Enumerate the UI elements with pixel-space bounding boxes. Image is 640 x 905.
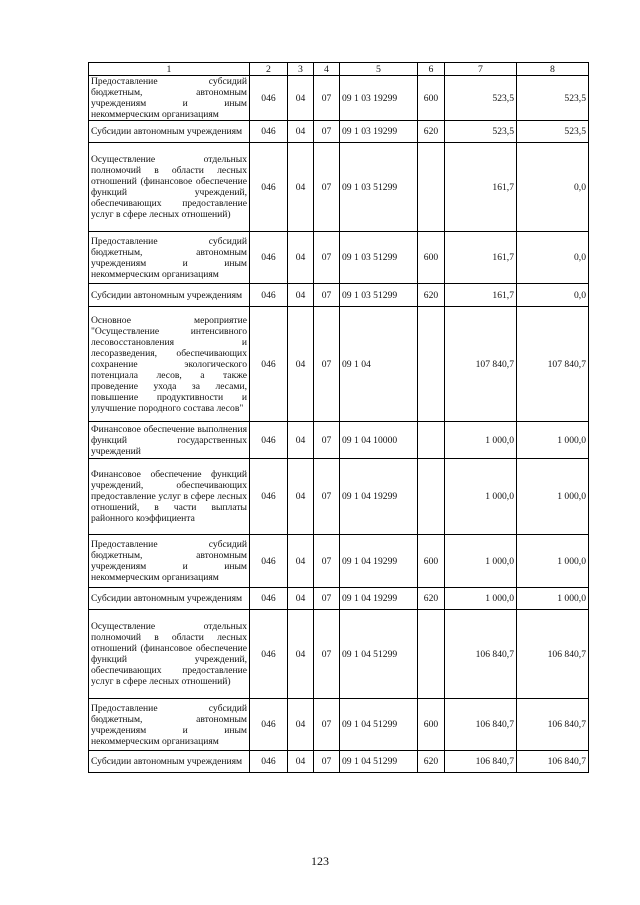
row-target-article: 09 1 03 51299 xyxy=(340,143,418,232)
header-cell-5: 5 xyxy=(340,63,418,76)
row-amount-2: 1 000,0 xyxy=(517,459,589,535)
row-ministry-code: 046 xyxy=(250,422,288,459)
row-amount-1: 523,5 xyxy=(445,121,517,143)
row-name-cell: Осуществление отдельных полномочий в области лесных отношений (финансовое обеспечение функций учреждений, обеспечивающих предоставление услуг в сфере лесных отношений) xyxy=(89,143,250,232)
table-row xyxy=(89,284,589,307)
row-subsection-code: 07 xyxy=(314,76,340,121)
row-expense-type xyxy=(418,307,445,422)
row-ministry-code: 046 xyxy=(250,459,288,535)
row-amount-2: 107 840,7 xyxy=(517,307,589,422)
row-amount-2: 106 840,7 xyxy=(517,751,589,773)
page-number: 123 xyxy=(311,854,329,868)
row-amount-1: 106 840,7 xyxy=(445,699,517,751)
table-row xyxy=(89,610,589,699)
row-ministry-code: 046 xyxy=(250,143,288,232)
table-row xyxy=(89,143,589,232)
row-amount-1: 161,7 xyxy=(445,143,517,232)
row-section-code: 04 xyxy=(288,232,314,284)
row-expense-type: 620 xyxy=(418,284,445,307)
row-section-code: 04 xyxy=(288,459,314,535)
row-section-code: 04 xyxy=(288,121,314,143)
header-cell-2: 2 xyxy=(250,63,288,76)
row-ministry-code: 046 xyxy=(250,284,288,307)
table-row xyxy=(89,76,589,121)
row-ministry-code: 046 xyxy=(250,610,288,699)
row-amount-2: 0,0 xyxy=(517,232,589,284)
row-target-article: 09 1 04 10000 xyxy=(340,422,418,459)
row-amount-1: 1 000,0 xyxy=(445,422,517,459)
row-name-cell: Субсидии автономным учреждениям xyxy=(89,751,250,773)
row-section-code: 04 xyxy=(288,699,314,751)
row-ministry-code: 046 xyxy=(250,307,288,422)
row-subsection-code: 07 xyxy=(314,751,340,773)
row-section-code: 04 xyxy=(288,76,314,121)
row-amount-2: 1 000,0 xyxy=(517,422,589,459)
table-row xyxy=(89,699,589,751)
row-section-code: 04 xyxy=(288,422,314,459)
row-target-article: 09 1 04 19299 xyxy=(340,459,418,535)
row-expense-type: 600 xyxy=(418,535,445,588)
header-cell-4: 4 xyxy=(314,63,340,76)
row-amount-2: 523,5 xyxy=(517,76,589,121)
row-section-code: 04 xyxy=(288,143,314,232)
row-amount-2: 106 840,7 xyxy=(517,610,589,699)
row-target-article: 09 1 04 19299 xyxy=(340,588,418,610)
row-target-article: 09 1 03 19299 xyxy=(340,76,418,121)
row-amount-2: 1 000,0 xyxy=(517,535,589,588)
row-amount-1: 161,7 xyxy=(445,232,517,284)
row-ministry-code: 046 xyxy=(250,121,288,143)
row-amount-2: 0,0 xyxy=(517,143,589,232)
row-expense-type: 600 xyxy=(418,699,445,751)
row-name-cell: Предоставление субсидий бюджетным, автономным учреждениям и иным некоммерческим организациям xyxy=(89,699,250,751)
row-target-article: 09 1 03 51299 xyxy=(340,284,418,307)
header-cell-7: 7 xyxy=(445,63,517,76)
row-subsection-code: 07 xyxy=(314,535,340,588)
row-amount-1: 1 000,0 xyxy=(445,535,517,588)
row-amount-1: 107 840,7 xyxy=(445,307,517,422)
row-expense-type: 600 xyxy=(418,76,445,121)
row-amount-2: 1 000,0 xyxy=(517,588,589,610)
row-target-article: 09 1 03 51299 xyxy=(340,232,418,284)
row-section-code: 04 xyxy=(288,535,314,588)
table-row xyxy=(89,422,589,459)
row-name-cell: Финансовое обеспечение выполнения функций государственных учреждений xyxy=(89,422,250,459)
row-ministry-code: 046 xyxy=(250,588,288,610)
budget-table xyxy=(88,62,589,773)
table-row xyxy=(89,121,589,143)
row-subsection-code: 07 xyxy=(314,610,340,699)
row-subsection-code: 07 xyxy=(314,459,340,535)
row-ministry-code: 046 xyxy=(250,76,288,121)
row-subsection-code: 07 xyxy=(314,588,340,610)
row-amount-1: 1 000,0 xyxy=(445,588,517,610)
table-row xyxy=(89,751,589,773)
row-amount-1: 106 840,7 xyxy=(445,751,517,773)
row-amount-2: 0,0 xyxy=(517,284,589,307)
row-amount-2: 523,5 xyxy=(517,121,589,143)
row-name-cell: Основное мероприятие "Осуществление интенсивного лесовосстановления и лесоразведения, обеспечивающих сохранение экологического потенциала лесов, а также проведение ухода за лесами, повышение продуктивности и улучшение породного состава лесов" xyxy=(89,307,250,422)
header-row xyxy=(89,63,589,76)
row-amount-1: 161,7 xyxy=(445,284,517,307)
row-expense-type: 620 xyxy=(418,588,445,610)
row-amount-1: 1 000,0 xyxy=(445,459,517,535)
row-subsection-code: 07 xyxy=(314,143,340,232)
table-row xyxy=(89,307,589,422)
row-subsection-code: 07 xyxy=(314,307,340,422)
row-section-code: 04 xyxy=(288,307,314,422)
row-expense-type: 620 xyxy=(418,751,445,773)
row-target-article: 09 1 03 19299 xyxy=(340,121,418,143)
row-name-cell: Субсидии автономным учреждениям xyxy=(89,284,250,307)
row-subsection-code: 07 xyxy=(314,284,340,307)
table-row xyxy=(89,535,589,588)
row-amount-2: 106 840,7 xyxy=(517,699,589,751)
row-subsection-code: 07 xyxy=(314,121,340,143)
row-subsection-code: 07 xyxy=(314,422,340,459)
row-name-cell: Предоставление субсидий бюджетным, автономным учреждениям и иным некоммерческим организациям xyxy=(89,535,250,588)
header-cell-1: 1 xyxy=(89,63,250,76)
table-row xyxy=(89,588,589,610)
header-cell-8: 8 xyxy=(517,63,589,76)
row-expense-type xyxy=(418,459,445,535)
budget-table-page xyxy=(88,62,588,773)
row-expense-type: 600 xyxy=(418,232,445,284)
row-name-cell: Субсидии автономным учреждениям xyxy=(89,588,250,610)
row-ministry-code: 046 xyxy=(250,535,288,588)
row-expense-type: 620 xyxy=(418,121,445,143)
row-amount-1: 106 840,7 xyxy=(445,610,517,699)
row-expense-type xyxy=(418,422,445,459)
row-target-article: 09 1 04 xyxy=(340,307,418,422)
row-target-article: 09 1 04 51299 xyxy=(340,751,418,773)
row-subsection-code: 07 xyxy=(314,699,340,751)
table-row xyxy=(89,232,589,284)
row-name-cell: Предоставление субсидий бюджетным, автономным учреждениям и иным некоммерческим организациям xyxy=(89,76,250,121)
table-row xyxy=(89,459,589,535)
row-target-article: 09 1 04 19299 xyxy=(340,535,418,588)
row-section-code: 04 xyxy=(288,751,314,773)
row-name-cell: Финансовое обеспечение функций учреждений, обеспечивающих предоставление услуг в сфере лесных отношений, в части выплаты районного коэффициента xyxy=(89,459,250,535)
row-expense-type xyxy=(418,610,445,699)
row-section-code: 04 xyxy=(288,588,314,610)
row-amount-1: 523,5 xyxy=(445,76,517,121)
row-name-cell: Предоставление субсидий бюджетным, автономным учреждениям и иным некоммерческим организациям xyxy=(89,232,250,284)
header-cell-6: 6 xyxy=(418,63,445,76)
row-section-code: 04 xyxy=(288,284,314,307)
row-subsection-code: 07 xyxy=(314,232,340,284)
row-name-cell: Субсидии автономным учреждениям xyxy=(89,121,250,143)
row-section-code: 04 xyxy=(288,610,314,699)
header-cell-3: 3 xyxy=(288,63,314,76)
row-ministry-code: 046 xyxy=(250,232,288,284)
row-ministry-code: 046 xyxy=(250,751,288,773)
row-target-article: 09 1 04 51299 xyxy=(340,699,418,751)
row-expense-type xyxy=(418,143,445,232)
row-ministry-code: 046 xyxy=(250,699,288,751)
row-target-article: 09 1 04 51299 xyxy=(340,610,418,699)
row-name-cell: Осуществление отдельных полномочий в области лесных отношений (финансовое обеспечение функций учреждений, обеспечивающих предоставление услуг в сфере лесных отношений) xyxy=(89,610,250,699)
